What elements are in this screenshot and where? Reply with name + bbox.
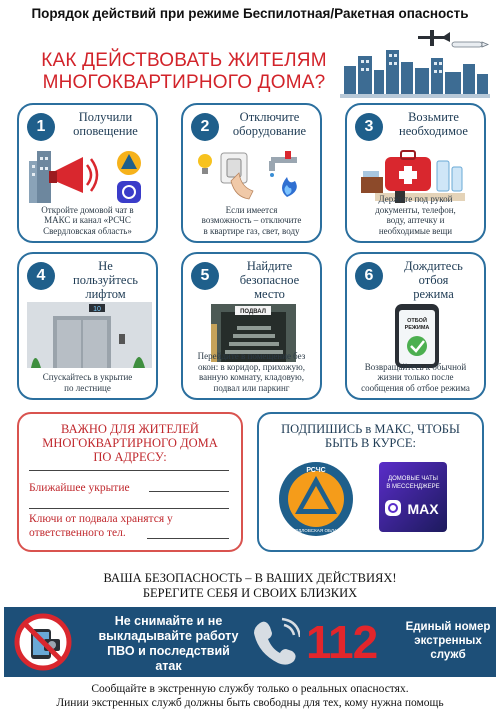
step-title [387, 259, 480, 301]
subscribe-title-line: БЫТЬ В КУРСЕ: [325, 436, 416, 450]
step-title-line: Найдите [246, 259, 293, 273]
step-desc-line: возможность – отключите [201, 215, 302, 225]
extra-field-line[interactable] [29, 508, 229, 509]
step-desc-line: в квартире газ, свет, воду [203, 225, 300, 236]
step-desc-line: ванную комнату, кладовую, [198, 372, 305, 382]
step-number-badge: 2 [191, 113, 219, 141]
shelter-label-text: Ближайшее укрытие [29, 482, 130, 494]
step-number-badge: 6 [355, 262, 383, 290]
basement-sign: ПОДВАЛ [240, 309, 266, 315]
elevator-floor-display: 10 [93, 306, 101, 313]
megaphone-icon [27, 147, 152, 205]
step-card-5 [181, 252, 322, 400]
safety-line: БЕРЕГИТЕ СЕБЯ И СВОИХ БЛИЗКИХ [142, 586, 358, 600]
step-desc-line: сообщения об отбое режима [361, 382, 470, 393]
banner-warning [86, 614, 251, 674]
step-desc-line: жизни только после [377, 372, 454, 382]
headline [34, 50, 334, 94]
elevator-icon [27, 302, 152, 368]
emergency-number-label [402, 620, 494, 662]
headline-line-2: МНОГОКВАРТИРНОГО ДОМА? [42, 72, 326, 93]
step-title-line: режима [413, 287, 454, 301]
subscribe-title [265, 422, 476, 450]
step-description [188, 205, 315, 237]
number-label-line: экстренных [414, 635, 482, 647]
step-card-4 [17, 252, 158, 400]
footer-line: Линии экстренных служб должны быть свободны для тех, кому нужна помощь [56, 697, 444, 709]
footer-note [0, 682, 500, 710]
step-description [24, 205, 151, 237]
keys-label [29, 512, 173, 540]
emergency-number: 112 [306, 616, 378, 668]
phone-check-icon [355, 304, 480, 368]
step-title-line: пользуйтесь [73, 273, 138, 287]
phone-handset-icon [252, 617, 300, 667]
step-desc-line: МАКС и канал «РСЧС [44, 215, 131, 225]
step-card-3 [345, 103, 486, 243]
subscribe-title-line: ПОДПИШИСЬ в МАКС, ЧТОБЫ [281, 422, 460, 436]
step-desc-line: документы, телефон, [375, 204, 456, 215]
number-label-line: служб [430, 649, 466, 661]
step-description [188, 351, 315, 393]
step-title-line: отбоя [418, 273, 449, 287]
keys-phone-field-line[interactable] [147, 538, 229, 539]
step-desc-line: подвал или паркинг [213, 382, 290, 393]
step-number-badge: 1 [27, 113, 55, 141]
banner-warning-line: выкладывайте работу [98, 629, 239, 643]
step-title-line: необходимое [399, 124, 468, 138]
step-desc-line: Перейдите в помещение без [197, 351, 306, 361]
step-title [59, 110, 152, 138]
step-card-1 [17, 103, 158, 243]
shelter-label [29, 481, 130, 495]
step-title [223, 259, 316, 301]
important-title-line: МНОГОКВАРТИРНОГО ДОМА [42, 436, 218, 450]
important-title [25, 422, 235, 464]
step-title-line: Получили [78, 110, 133, 124]
rschs-ring-text: СВЕРДЛОВСКАЯ ОБЛАСТЬ [285, 528, 347, 533]
phone-text-line: РЕЖИМА [404, 325, 430, 331]
shelter-field-line[interactable] [149, 491, 229, 492]
banner-warning-line: Не снимайте и не [114, 614, 223, 628]
number-label-line: Единый номер [405, 621, 491, 633]
max-caption-line: В МЕССЕНДЖЕРЕ [386, 484, 440, 490]
step-number-badge: 5 [191, 262, 219, 290]
step-desc-line: Если имеется [225, 204, 278, 215]
step-description [352, 362, 479, 394]
step-desc-line: по лестнице [64, 382, 111, 393]
step-card-2 [181, 103, 322, 243]
step-title [59, 259, 152, 301]
step-title [223, 110, 316, 138]
step-card-6 [345, 252, 486, 400]
step-desc-line: Свердловская область» [43, 225, 132, 236]
no-filming-icon [14, 613, 72, 671]
step-title-line: оборудование [232, 124, 307, 138]
banner-warning-line: атак [155, 659, 182, 673]
step-title [387, 110, 480, 138]
keys-label-line: Ключи от подвала хранятся у [29, 513, 173, 525]
important-title-line: ПО АДРЕСУ: [93, 450, 167, 464]
address-field-line[interactable] [29, 470, 229, 471]
step-description [352, 194, 479, 236]
subscribe-box [257, 412, 484, 552]
step-title-line: Не [98, 259, 113, 273]
step-title-line: оповещение [73, 124, 138, 138]
headline-line-1: КАК ДЕЙСТВОВАТЬ ЖИТЕЛЯМ [41, 50, 327, 71]
safety-line: ВАША БЕЗОПАСНОСТЬ – В ВАШИХ ДЕЙСТВИЯХ! [103, 571, 397, 585]
page-title: Порядок действий при режиме Беспилотная/Ракетная опасность [31, 6, 469, 21]
keys-label-line: ответственного тел. [29, 527, 126, 539]
rschs-top-text: РСЧС [306, 467, 326, 474]
utilities-icon [191, 147, 316, 205]
max-logo-text: MAX [407, 501, 439, 517]
step-title-line: лифтом [85, 287, 126, 301]
emergency-banner [4, 607, 496, 677]
step-description [24, 372, 151, 393]
step-desc-line: Откройте домовой чат в [41, 204, 134, 215]
step-desc-line: окон: в коридор, прихожую, [197, 361, 306, 372]
rschs-emblem-icon[interactable] [277, 460, 355, 538]
step-title-line: место [254, 287, 285, 301]
step-desc-line: Возвращайтесь к обычной [364, 361, 467, 372]
footer-line: Сообщайте в экстренную службу только о реальных опасностях. [91, 683, 409, 695]
step-desc-line: необходимые вещи [378, 225, 453, 236]
step-number-badge: 4 [27, 262, 55, 290]
phone-text-line: ОТБОЙ [407, 318, 427, 324]
step-number-badge: 3 [355, 113, 383, 141]
city-drones-illustration [340, 28, 490, 98]
important-title-line: ВАЖНО ДЛЯ ЖИТЕЛЕЙ [61, 422, 199, 436]
step-title-line: Отключите [239, 110, 300, 124]
max-messenger-logo[interactable] [379, 462, 447, 532]
important-address-box [17, 412, 243, 552]
step-desc-line: воду, аптечку и [386, 215, 445, 225]
step-title-line: Возьмите [408, 110, 459, 124]
step-title-line: Дождитесь [404, 259, 463, 273]
max-caption-line: ДОМОВЫЕ ЧАТЫ [388, 476, 438, 482]
step-desc-line: Спускайтесь в укрытие [42, 372, 133, 382]
step-desc-line: Держите под рукой [378, 194, 453, 204]
step-title-line: безопасное [239, 273, 300, 287]
banner-warning-line: ПВО и последствий [107, 644, 230, 658]
safety-slogan [0, 571, 500, 601]
